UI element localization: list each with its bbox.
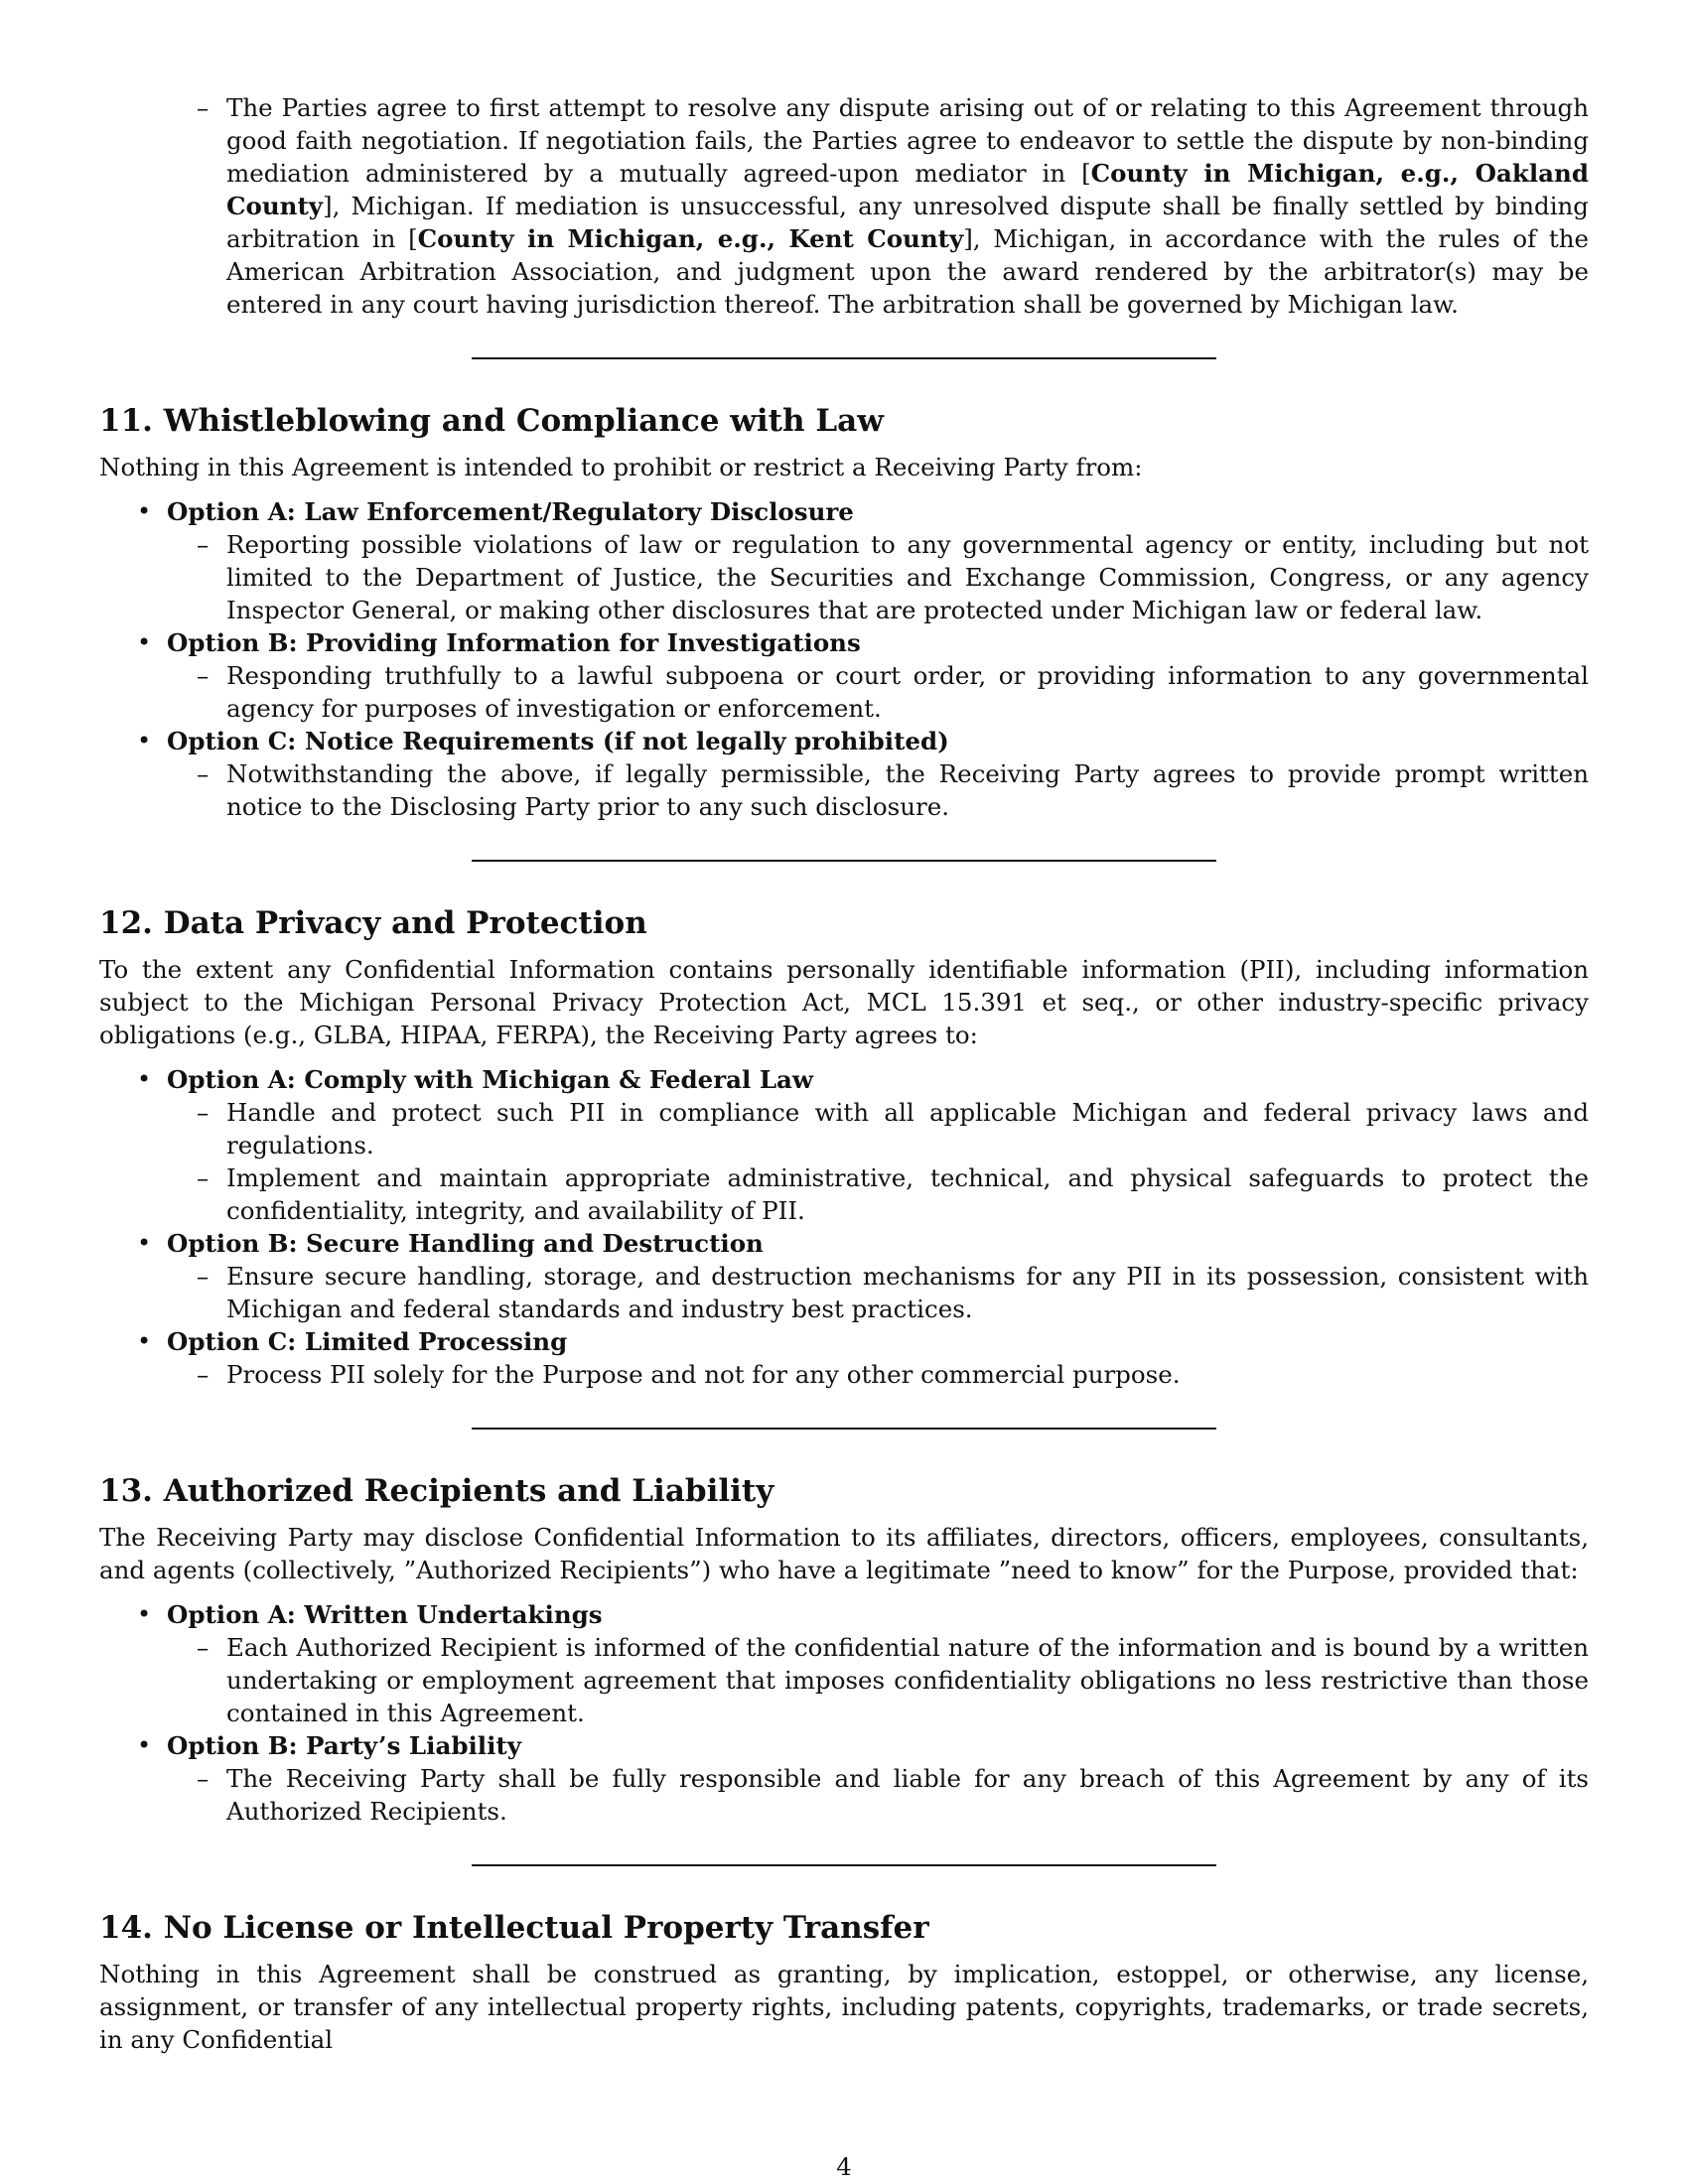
section-14-intro: Nothing in this Agreement shall be construed as granting, by implication, estoppel, or otherwise, any license, assignment, or transfer of any intellectual property rights, including patents, copyrights, trademarks, or trade secrets, in any Confidential (99, 1960, 1589, 2054)
section-11-heading: 11. Whistleblowing and Compliance with Law (99, 403, 884, 439)
dispute-text-1: The Parties agree to first attempt to resolve any dispute arising out of or relating to this Agreement through good faith negotiation. If negotiation fails, the Parties agree to endeavor to settle the dispute by non-binding mediation administered by a mutually agreed-upon mediator in [ (226, 93, 1589, 188)
section-13-intro: The Receiving Party may disclose Confidential Information to its affiliates, directors, officers, employees, consultants, and agents (collectively, ”Authorized Recipients”) who have a legitimate ”need to know” for the Purpose, provided that: (99, 1523, 1589, 1584)
section-12-option-b (167, 1227, 1589, 1325)
section-divider (472, 1864, 1216, 1866)
option-title: • Option A: Comply with Michigan & Federal Law (167, 1065, 814, 1094)
dispute-text-3: ], Michigan, in accordance with the rules of the American Arbitration Association, and judgment upon the award rendered by the arbitrator(s) may be entered in any court having jurisdiction thereof. The arbitration shall be governed by Michigan law. (226, 224, 1590, 319)
section-12-option-a (167, 1063, 1589, 1227)
section-14-heading: 14. No License or Intellectual Property Transfer (99, 1910, 929, 1946)
dispute-county-1: County in Michigan, e.g., Oakland County (226, 159, 1589, 220)
section-13-heading: 13. Authorized Recipients and Liability (99, 1473, 774, 1509)
section-12-intro: To the extent any Confidential Information contains personally identifiable information (PII), including information subject to the Michigan Personal Privacy Protection Act, MCL 15.391 et seq., or other industry-specific privacy obligations (e.g., GLBA, HIPAA, FERPA), the Receiving Party agrees to: (99, 955, 1589, 1049)
option-detail: – Handle and protect such PII in compliance with all applicable Michigan and federal privacy laws and regulations. (226, 1096, 1589, 1161)
section-13-option-a (167, 1598, 1589, 1729)
option-detail: – Implement and maintain appropriate administrative, technical, and physical safeguards to protect the confidentiality, integrity, and availability of PII. (226, 1161, 1589, 1227)
document-page (99, 91, 1589, 2068)
option-title: • Option B: Providing Information for Investigations (167, 628, 861, 657)
option-detail: – Ensure secure handling, storage, and destruction mechanisms for any PII in its possession, consistent with Michigan and federal standards and industry best practices. (226, 1260, 1589, 1325)
option-title: • Option C: Limited Processing (167, 1327, 568, 1356)
option-title: • Option A: Law Enforcement/Regulatory Disclosure (167, 497, 854, 526)
section-11-option-c (167, 725, 1589, 823)
section-12-heading: 12. Data Privacy and Protection (99, 905, 647, 941)
option-detail: – Process PII solely for the Purpose and not for any other commercial purpose. (226, 1358, 1589, 1391)
option-title: • Option A: Written Undertakings (167, 1600, 603, 1629)
option-detail: – Each Authorized Recipient is informed of the confidential nature of the information and is bound by a written undertaking or employment agreement that imposes confidentiality obligations no less restrictive than those contained in this Agreement. (226, 1631, 1589, 1729)
dispute-resolution-paragraph (226, 91, 1589, 321)
option-detail: – Responding truthfully to a lawful subpoena or court order, or providing information to any governmental agency for purposes of investigation or enforcement. (226, 659, 1589, 725)
section-divider (472, 357, 1216, 359)
option-title: • Option B: Secure Handling and Destruction (167, 1229, 764, 1258)
dispute-text-2: ], Michigan. If mediation is unsuccessful, any unresolved dispute shall be finally settled by binding arbitration in [ (226, 192, 1589, 253)
page-number: 4 (836, 2152, 852, 2181)
section-divider (472, 1428, 1216, 1430)
dispute-county-2: County in Michigan, e.g., Kent County (417, 224, 964, 253)
section-11-intro: Nothing in this Agreement is intended to prohibit or restrict a Receiving Party from: (99, 453, 1143, 481)
option-title: • Option B: Party’s Liability (167, 1731, 521, 1760)
option-detail: – Reporting possible violations of law or regulation to any governmental agency or entity, including but not limited to the Department of Justice, the Securities and Exchange Commission, Congress, or any agency Inspector General, or making other disclosures that are protected under Michigan law or federal law. (226, 528, 1589, 626)
section-12-option-c (167, 1325, 1589, 1391)
section-divider (472, 860, 1216, 862)
section-13-option-b (167, 1729, 1589, 1828)
option-title: • Option C: Notice Requirements (if not legally prohibited) (167, 727, 949, 755)
section-11-option-a (167, 495, 1589, 626)
option-detail: – Notwithstanding the above, if legally permissible, the Receiving Party agrees to provide prompt written notice to the Disclosing Party prior to any such disclosure. (226, 757, 1589, 823)
option-detail: – The Receiving Party shall be fully responsible and liable for any breach of this Agreement by any of its Authorized Recipients. (226, 1762, 1589, 1828)
section-11-option-b (167, 626, 1589, 725)
